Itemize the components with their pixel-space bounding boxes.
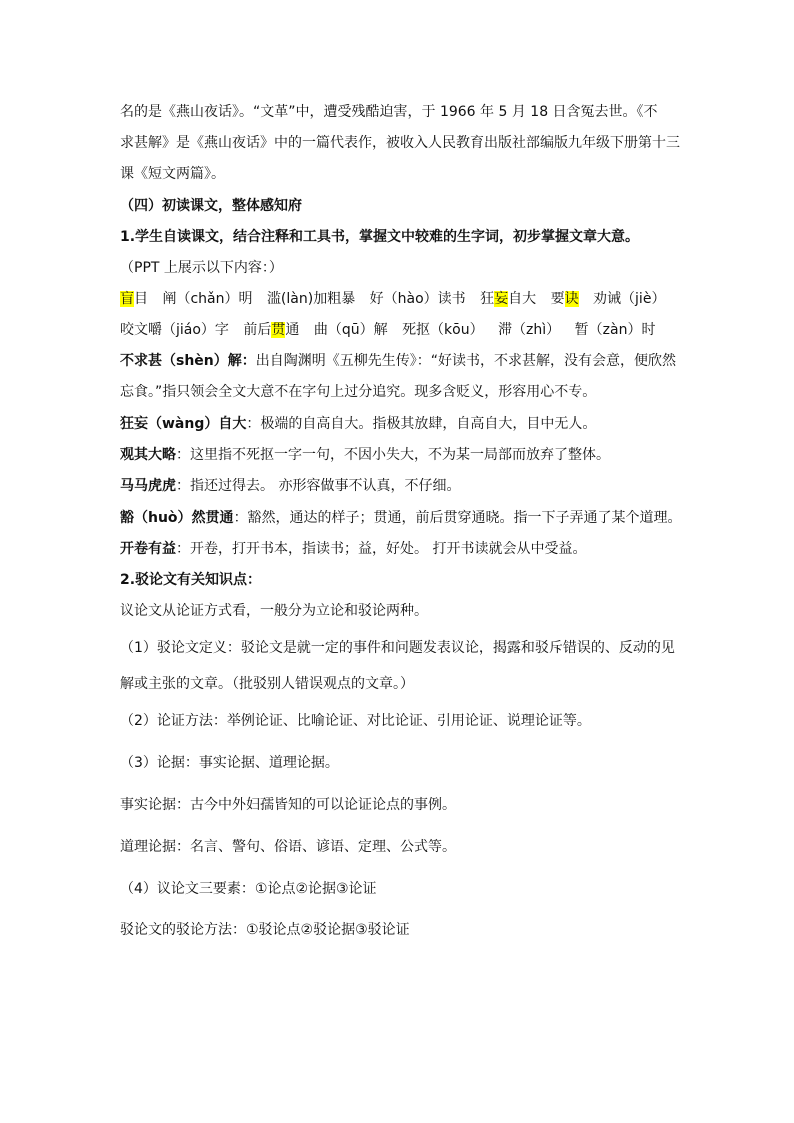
definition-term: 观其大略 bbox=[120, 447, 176, 463]
knowledge-6: （4）议论文三要素：①论点②论据③论证 bbox=[120, 881, 377, 897]
definition-text: ：豁然，通达的样子；贯通，前后贯穿通晓。指一下子弄通了某个道理。 bbox=[233, 510, 682, 526]
vocab-word: 好（hào）读书 bbox=[369, 291, 466, 307]
task-1-heading: 1.学生自读课文，结合注释和工具书，掌握文中较难的生字词，初步掌握文章大意。 bbox=[120, 229, 640, 245]
definition-term: 开卷有益 bbox=[120, 541, 176, 557]
definition-text: ：极端的自高自大。指极其放肆，自高自大，目中无人。 bbox=[246, 416, 597, 432]
vocab-word: 死抠（kōu） bbox=[402, 322, 484, 338]
vocab-word: 目 bbox=[134, 291, 148, 307]
definition-bqj-line-1: 不求甚（shèn）解：出自陶渊明《五柳先生传》：“好读书，不求甚解，没有会意，便欣然 bbox=[120, 353, 677, 369]
vocab-row-1 bbox=[120, 289, 680, 309]
definition-kj bbox=[120, 539, 680, 559]
highlighted-char: 妄 bbox=[494, 291, 509, 307]
knowledge-2: （2）论证方法：举例论证、比喻论证、对比论证、引用论证、说理论证等。 bbox=[120, 713, 591, 729]
vocab-word: 暂（zàn）时 bbox=[574, 322, 656, 338]
vocab-word: 滞（zhì） bbox=[498, 322, 561, 338]
vocab-word: 劝诫（jiè） bbox=[593, 291, 666, 307]
definition-text: ：这里指不死抠一字一句，不因小失大，不为某一局部而放弃了整体。 bbox=[176, 447, 610, 463]
knowledge-7: 驳论文的驳论方法：①驳论点②驳论据③驳论证 bbox=[120, 922, 410, 938]
intro-line-1: 名的是《燕山夜话》。“文革”中，遭受残酷迫害，于 1966 年 5 月 18 日含冤去世。《不 bbox=[120, 104, 658, 120]
intro-line-3: 课《短文两篇》。 bbox=[120, 166, 225, 182]
definition-kw bbox=[120, 414, 680, 434]
definition-term: 豁（huò）然贯通 bbox=[120, 510, 234, 526]
definition-term: 马马虎虎 bbox=[120, 478, 176, 494]
knowledge-intro: 议论文从论证方式看，一般分为立论和驳论两种。 bbox=[120, 603, 428, 619]
knowledge-5: 道理论据：名言、警句、俗语、谚语、定理、公式等。 bbox=[120, 839, 456, 855]
ppt-note: （PPT 上展示以下内容：） bbox=[120, 260, 283, 276]
definition-term: 狂妄（wàng）自大 bbox=[120, 416, 247, 432]
definition-text: 出自陶渊明《五柳先生传》：“好读书，不求甚解，没有会意，便欣然 bbox=[255, 353, 677, 369]
highlighted-char: 诀 bbox=[564, 291, 579, 307]
definition-hr bbox=[120, 508, 680, 528]
definition-gq bbox=[120, 445, 680, 465]
task-2-heading: 2.驳论文有关知识点： bbox=[120, 572, 262, 588]
highlighted-char: 贯 bbox=[271, 322, 286, 338]
vocab-word: 狂 bbox=[480, 291, 495, 307]
vocab-word: 阐（chǎn）明 bbox=[162, 291, 253, 307]
vocab-word: 咬文嚼（jiáo）字 bbox=[120, 322, 229, 338]
vocab-word: 要 bbox=[550, 291, 565, 307]
knowledge-4: 事实论据：古今中外妇孺皆知的可以论证论点的事例。 bbox=[120, 797, 456, 813]
intro-line-2: 求甚解》是《燕山夜话》中的一篇代表作，被收入人民教育出版社部编版九年级下册第十三 bbox=[120, 135, 680, 151]
vocab-word: 前后 bbox=[243, 322, 272, 338]
vocab-word: 滥(làn)加粗暴 bbox=[266, 291, 356, 307]
definition-text: ：指还过得去。 亦形容做事不认真，不仔细。 bbox=[176, 478, 461, 494]
vocab-word: 通 bbox=[285, 322, 300, 338]
definition-mm bbox=[120, 476, 680, 496]
knowledge-1-line-2: 解或主张的文章。（批驳别人错误观点的文章。） bbox=[120, 676, 414, 692]
vocab-word: 曲（qū）解 bbox=[313, 322, 388, 338]
highlighted-char: 盲 bbox=[120, 291, 134, 307]
section-4-title: （四）初读课文，整体感知府 bbox=[120, 198, 302, 214]
vocab-row-2 bbox=[120, 320, 680, 340]
vocab-word: 自大 bbox=[508, 291, 537, 307]
knowledge-1-line-1: （1）驳论文定义：驳论文是就一定的事件和问题发表议论，揭露和驳斥错误的、反动的见 bbox=[120, 640, 675, 656]
definition-bqj-line-2: 忘食。”指只领会全文大意不在字句上过分追究。现多含贬义，形容用心不专。 bbox=[120, 384, 597, 400]
definition-term: 不求甚（shèn）解 bbox=[120, 353, 242, 369]
knowledge-3: （3）论据：事实论据、道理论据。 bbox=[120, 755, 339, 771]
definition-text: ：开卷，打开书本，指读书；益，好处。 打开书读就会从中受益。 bbox=[176, 541, 587, 557]
